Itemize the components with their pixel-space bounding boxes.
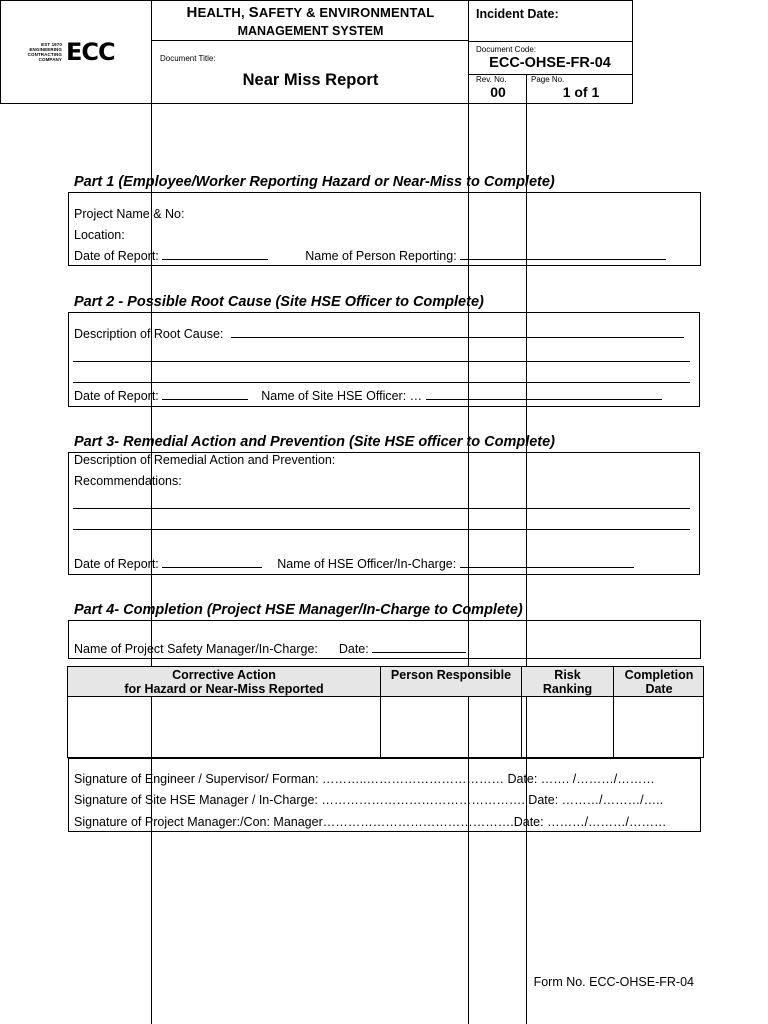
part2-date-label: Date of Report:: [74, 389, 159, 403]
part1-title: Part 1 (Employee/Worker Reporting Hazard or Near-Miss to Complete): [74, 174, 555, 190]
person-reporting-input[interactable]: [460, 249, 666, 260]
project-name-field[interactable]: Project Name & No:: [74, 207, 185, 221]
part2-title: Part 2 - Possible Root Cause (Site HSE Officer to Complete): [74, 294, 484, 310]
corrective-action-table: [67, 666, 704, 758]
hse-officer-incharge-input[interactable]: [460, 557, 634, 568]
safety-manager-label: Name of Project Safety Manager/In-Charge:: [74, 642, 318, 656]
recommendations-line-2[interactable]: [73, 529, 690, 530]
root-cause-row: [74, 327, 684, 341]
part4-date-input[interactable]: [372, 642, 466, 653]
rev-value: 00: [490, 84, 506, 100]
document-title: Near Miss Report: [242, 71, 379, 89]
remedial-action-label[interactable]: Description of Remedial Action and Prevention:: [74, 453, 336, 467]
person-reporting-label: Name of Person Reporting:: [305, 249, 457, 263]
site-hse-officer-label: Name of Site HSE Officer: …: [261, 389, 423, 403]
root-cause-line-2[interactable]: [73, 361, 690, 362]
management-system-title: HEALTH, SAFETY & ENVIRONMENTAL MANAGEMENT SYSTEM: [186, 4, 435, 38]
rev-label: Rev. No.: [476, 75, 507, 84]
part1-date-label: Date of Report:: [74, 249, 159, 263]
logo-text: ECC: [66, 38, 115, 66]
site-hse-manager-signature-line[interactable]: Signature of Site HSE Manager / In-Charge: …………………………………………. Date: ………/………/…..: [74, 793, 664, 807]
part2-date-input[interactable]: [162, 389, 248, 400]
engineer-signature-line[interactable]: Signature of Engineer / Supervisor/ Forman: ………..…………………………… Date: ……. /………/………: [74, 772, 655, 786]
document-code: ECC-OHSE-FR-04: [489, 55, 611, 71]
root-cause-label: Description of Root Cause:: [74, 327, 224, 341]
form-number: Form No. ECC-OHSE-FR-04: [533, 975, 694, 989]
safety-manager-row: [74, 642, 466, 656]
hse-officer-incharge-label: Name of HSE Officer/In-Charge:: [277, 557, 457, 571]
part1-date-row: [74, 249, 666, 263]
location-field[interactable]: Location:: [74, 228, 125, 242]
ecc-logo: EST 1970 ENGINEERING CONTRACTING COMPANY ECC: [27, 38, 115, 66]
part4-title: Part 4- Completion (Project HSE Manager/In-Charge to Complete): [74, 602, 523, 618]
part3-date-row: [74, 557, 634, 571]
completion-date-cell[interactable]: [614, 696, 704, 757]
recommendations-line-1[interactable]: [73, 508, 690, 509]
document-title-label: Document Title:: [160, 54, 216, 63]
document-header: [0, 0, 633, 104]
part3-date-label: Date of Report:: [74, 557, 159, 571]
root-cause-input[interactable]: [231, 327, 684, 338]
incident-date-label[interactable]: Incident Date:: [476, 7, 559, 21]
part3-date-input[interactable]: [162, 557, 262, 568]
project-manager-signature-line[interactable]: Signature of Project Manager:/Con: Manager……………………………………….Date: ………/………/………: [74, 815, 667, 829]
document-code-label: Document Code:: [476, 45, 537, 54]
risk-ranking-header: Risk Ranking: [542, 668, 593, 696]
corrective-action-cell[interactable]: [68, 696, 380, 757]
part1-date-input[interactable]: [162, 249, 268, 260]
corrective-action-header: Corrective Action for Hazard or Near-Miss Reported: [124, 668, 324, 696]
part4-date-label: Date:: [338, 642, 369, 656]
site-hse-officer-input[interactable]: [426, 389, 662, 400]
part3-title: Part 3- Remedial Action and Prevention (Site HSE officer to Complete): [74, 434, 556, 450]
part2-date-row: [74, 389, 662, 403]
page-label: Page No.: [531, 75, 565, 84]
page-value: 1 of 1: [562, 84, 600, 100]
person-responsible-cell[interactable]: [381, 696, 521, 757]
risk-ranking-cell[interactable]: [522, 696, 613, 757]
recommendations-label[interactable]: Recommendations:: [74, 474, 182, 488]
person-responsible-header: Person Responsible: [390, 668, 512, 682]
root-cause-line-3[interactable]: [73, 382, 690, 383]
completion-date-header: Completion Date: [624, 668, 694, 696]
